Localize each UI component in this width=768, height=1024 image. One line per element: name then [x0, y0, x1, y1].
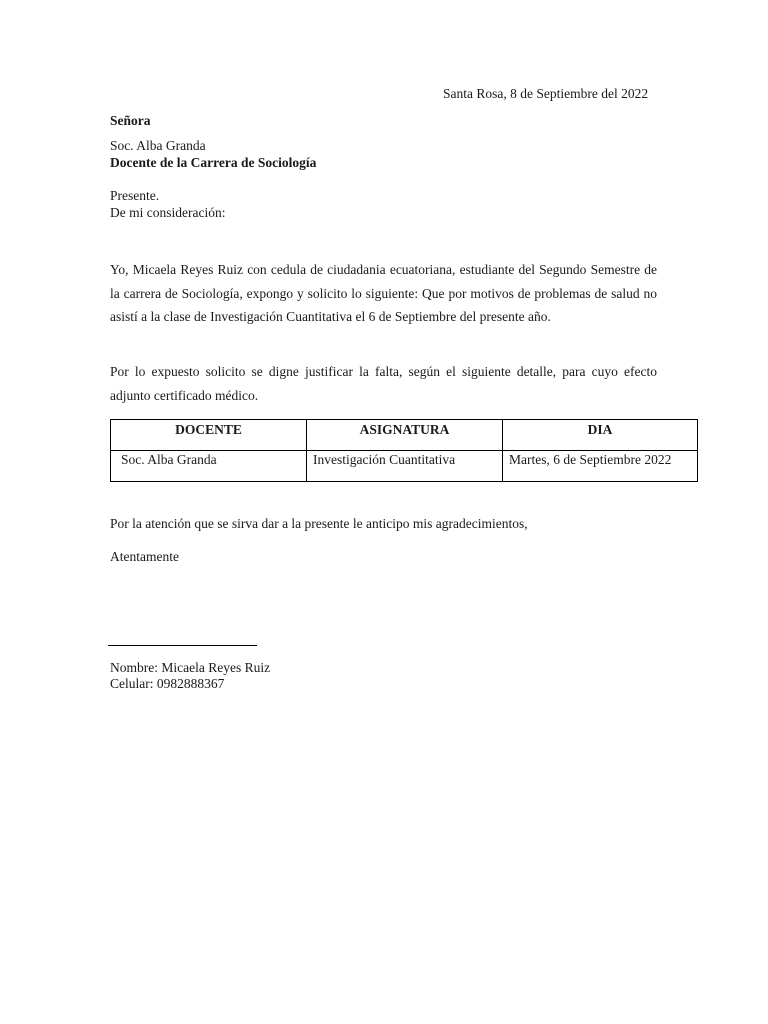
body-paragraph-1: Yo, Micaela Reyes Ruiz con cedula de ciudadania ecuatoriana, estudiante del Segundo Semestre de la carrera de Sociología, expongo y solicito lo siguiente: Que por motivos de problemas de salud no asistí a la clase de Investigación Cuantitativa el 6 de Septiembre del presente año. [110, 262, 657, 324]
body-paragraph-2: Por lo expuesto solicito se digne justificar la falta, según el siguiente detalle, para cuyo efecto adjunto certificado médico. [110, 364, 657, 403]
signature-line [108, 645, 257, 646]
table-header-row [111, 420, 698, 451]
cell-dia: Martes, 6 de Septiembre 2022 [503, 451, 698, 482]
place-date: Santa Rosa, 8 de Septiembre del 2022 [443, 86, 649, 101]
cell-asignatura: Investigación Cuantitativa [307, 451, 503, 482]
justification-table [110, 419, 698, 482]
signature-name: Nombre: Micaela Reyes Ruiz [110, 660, 271, 675]
greeting-presente: Presente. [110, 188, 160, 203]
header-docente: DOCENTE [111, 420, 307, 451]
recipient-name: Soc. Alba Granda [110, 138, 206, 153]
signature-phone: Celular: 0982888367 [110, 676, 225, 691]
header-asignatura: ASIGNATURA [307, 420, 503, 451]
greeting-consideracion: De mi consideración: [110, 205, 226, 220]
cell-docente: Soc. Alba Granda [111, 451, 307, 482]
table-row [111, 451, 698, 482]
closing-thanks: Por la atención que se sirva dar a la presente le anticipo mis agradecimientos, [110, 516, 528, 531]
recipient-position: Docente de la Carrera de Sociología [110, 155, 317, 170]
salutation: Señora [110, 113, 151, 128]
header-dia: DIA [503, 420, 698, 451]
closing-farewell: Atentamente [110, 549, 179, 564]
